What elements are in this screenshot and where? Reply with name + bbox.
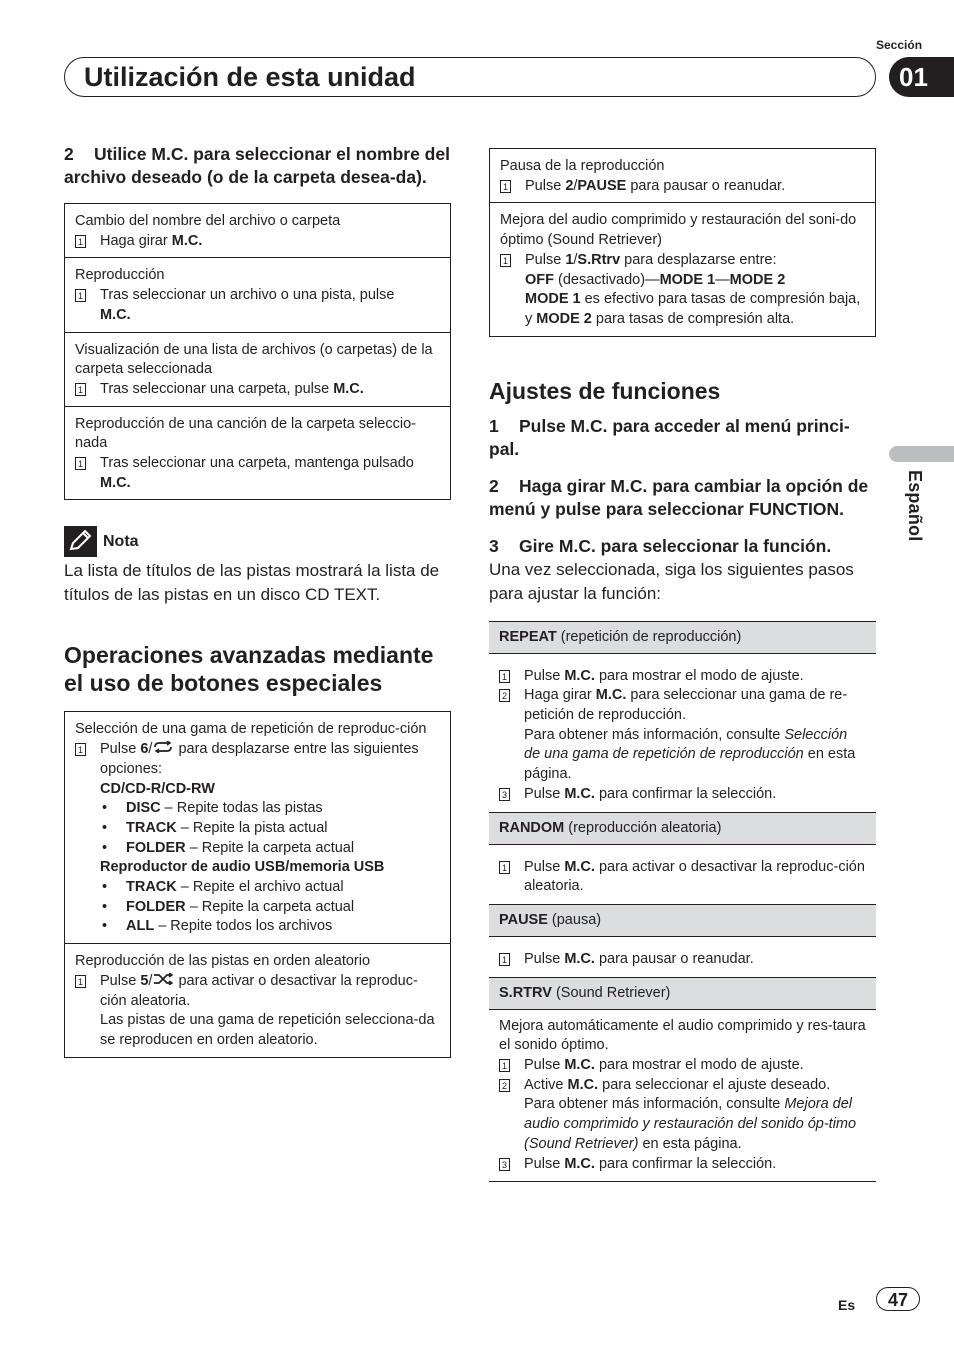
srtrv-band — [489, 977, 876, 1010]
step-num-box: 1 — [75, 975, 86, 988]
repeat-icon — [152, 741, 174, 757]
table-row — [65, 943, 450, 1057]
item-text: – Repite todas las pistas — [160, 800, 323, 817]
left-column — [64, 143, 451, 1058]
item-text: para tasas de compresión alta. — [591, 310, 795, 327]
item-text: / — [573, 177, 578, 194]
item-key: MODE 2 — [729, 271, 786, 288]
step-num-box: 1 — [75, 235, 86, 248]
item-text: Para obtener más información, consulte — [524, 1096, 785, 1113]
item-text: Haga girar — [524, 687, 596, 704]
step-number: 2 — [64, 144, 74, 164]
step-num-box: 1 — [75, 289, 86, 302]
item-text: Pulse — [524, 667, 565, 684]
list-item — [499, 667, 866, 687]
item-text: para mostrar el modo de ajuste. — [594, 667, 804, 684]
step-number: 3 — [489, 535, 499, 556]
shuffle-icon — [152, 973, 174, 989]
step-number: 1 — [489, 415, 499, 436]
language-tab — [889, 446, 954, 462]
item-text: para seleccionar el ajuste deseado. — [598, 1076, 831, 1093]
list-item — [499, 785, 866, 805]
cross-reference: Selección de una gama de repetición de reproducción — [524, 726, 848, 763]
table-row — [490, 202, 875, 335]
item-text: para pausar o reanudar. — [594, 950, 754, 967]
list-item — [499, 686, 866, 725]
note-label: Nota — [103, 532, 139, 550]
item-note: Las pistas de una gama de repetición selecciona-da se reproducen en orden aleatorio. — [100, 1012, 435, 1048]
item-key: M.C. — [564, 1155, 595, 1172]
item-text: Pulse — [524, 785, 565, 802]
item-text: para activar o desactivar la reproduc-ción aleatoria. — [524, 858, 865, 895]
item-text: para confirmar la selección. — [594, 1155, 777, 1172]
table-row — [65, 204, 450, 257]
cross-reference: Mejora del audio comprimido y restauración del sonido óp-timo (Sound Retriever) — [524, 1096, 857, 1152]
list-item — [499, 1056, 866, 1076]
item-text: para desplazarse entre las siguientes opciones: — [100, 741, 419, 777]
item-key: M.C. — [595, 687, 627, 704]
item-key: 1 — [565, 251, 574, 268]
srtrv-description: Mejora automáticamente el audio comprimido y res-taura el sonido óptimo. — [499, 1017, 866, 1054]
step-1-main-menu — [489, 415, 876, 461]
item-text: para pausar o reanudar. — [626, 177, 786, 194]
step-number: 2 — [489, 475, 499, 496]
random-band — [489, 812, 876, 845]
item-key: 5 — [140, 972, 149, 989]
item-key: M.C. — [100, 306, 131, 323]
step-num-box: 1 — [499, 953, 510, 966]
mode-description — [500, 290, 865, 329]
item-key: M.C. — [100, 474, 131, 491]
row-title: Reproducción de una canción de la carpeta seleccio-nada — [75, 415, 416, 452]
item-text: Pulse — [524, 1155, 565, 1172]
section-label: Sección — [876, 38, 923, 52]
row-title: Reproducción — [75, 267, 165, 284]
table-row — [65, 257, 450, 331]
row-title: Mejora del audio comprimido y restauración del soni-do óptimo (Sound Retriever) — [500, 212, 857, 249]
item-text: – Repite el archivo actual — [176, 879, 344, 896]
item-text: para mostrar el modo de ajuste. — [594, 1057, 804, 1074]
item-text: es efectivo para tasas de compresión baja, y — [525, 291, 861, 327]
repeat-band — [489, 621, 876, 654]
list-item — [75, 380, 440, 400]
row-title: Cambio del nombre del archivo o carpeta — [75, 213, 341, 229]
step-text: Pulse M.C. para acceder al menú princi-pal. — [489, 415, 850, 459]
item-text: – Repite todos los archivos — [154, 918, 333, 935]
step-num-box: 1 — [75, 383, 86, 396]
item-text: Active — [524, 1076, 568, 1093]
item-key: MODE 2 — [536, 310, 592, 327]
list-item — [75, 454, 440, 493]
cd-heading: CD/CD-R/CD-RW — [100, 780, 215, 797]
item-text: Tras seleccionar una carpeta, pulse — [100, 380, 334, 397]
list-item — [75, 740, 440, 779]
item-key: FOLDER — [126, 898, 186, 915]
item-text: – Repite la carpeta actual — [185, 898, 355, 915]
pause-sound-table — [489, 148, 876, 337]
item-text: en esta página. — [524, 746, 856, 783]
list-item — [75, 286, 440, 325]
step-num-box: 1 — [499, 1059, 510, 1072]
function-desc: (pausa) — [547, 911, 602, 928]
item-text: para desplazarse entre: — [620, 251, 777, 268]
step-num-box: 3 — [499, 788, 510, 801]
item-key: M.C. — [564, 858, 595, 875]
item-text: / — [148, 741, 153, 758]
item-text: (desactivado)— — [554, 271, 660, 288]
item-key: M.C. — [564, 1057, 595, 1074]
item-text: en esta página. — [638, 1135, 742, 1152]
item-key: MODE 1 — [659, 271, 716, 288]
step-text: Utilice M.C. para seleccionar el nombre del archivo deseado (o de la carpeta desea-da). — [64, 144, 450, 187]
pencil-note-icon — [64, 526, 97, 557]
function-name: RANDOM — [499, 819, 565, 836]
function-name: S.RTRV — [499, 984, 552, 1001]
language-label: Español — [905, 470, 925, 542]
item-key: M.C. — [564, 950, 595, 967]
pause-steps — [489, 937, 876, 977]
table-row — [65, 406, 450, 500]
list-item — [75, 972, 440, 1011]
item-text: — — [715, 271, 730, 288]
function-desc: (reproducción aleatoria) — [564, 819, 722, 836]
footer-language-code: Es — [838, 1297, 856, 1313]
item-key: OFF — [525, 271, 554, 288]
item-text: – Repite la carpeta actual — [185, 839, 355, 856]
step-2-function — [489, 475, 876, 521]
item-key: M.C. — [333, 380, 364, 397]
item-text: Para obtener más información, consulte — [524, 726, 785, 743]
item-text: Haga girar — [100, 232, 172, 249]
special-buttons-table — [64, 711, 451, 1057]
usb-heading: Reproductor de audio USB/memoria USB — [100, 859, 385, 876]
table-row — [65, 332, 450, 406]
list-item — [75, 799, 440, 819]
functions-list — [489, 621, 876, 1183]
step-num-box: 1 — [500, 180, 511, 193]
repeat-steps — [489, 654, 876, 812]
item-text: Tras seleccionar un archivo o una pista, pulse — [100, 287, 395, 304]
table-row — [490, 149, 875, 202]
list-item — [500, 177, 865, 197]
item-key: FOLDER — [126, 839, 186, 856]
item-text: para seleccionar una gama de re-petición de reproducción. — [524, 687, 848, 724]
item-key: TRACK — [126, 879, 177, 896]
step-num-box: 1 — [500, 254, 511, 267]
list-item — [75, 839, 440, 859]
list-item — [75, 819, 440, 839]
item-text: – Repite la pista actual — [176, 819, 328, 836]
list-item — [75, 878, 440, 898]
item-text: Tras seleccionar una carpeta, mantenga pulsado — [100, 455, 414, 472]
row-title: Selección de una gama de repetición de reproduc-ción — [75, 721, 427, 738]
list-item — [75, 232, 440, 252]
item-key: MODE 1 — [525, 291, 581, 308]
item-text: / — [148, 972, 153, 989]
step-num-box: 1 — [499, 670, 510, 683]
step-num-box: 2 — [499, 1079, 510, 1092]
mode-sequence — [500, 271, 865, 291]
right-column — [489, 148, 876, 1182]
step-num-box: 1 — [75, 457, 86, 470]
ops-heading: Operaciones avanzadas mediante el uso de botones especiales — [64, 642, 434, 697]
list-item — [75, 898, 440, 918]
file-operations-table — [64, 203, 451, 500]
item-text: Pulse — [100, 972, 141, 989]
item-text: / — [573, 251, 578, 268]
step-text: Gire M.C. para seleccionar la función. — [519, 535, 832, 556]
item-key: S.Rtrv — [577, 251, 621, 268]
row-title: Pausa de la reproducción — [500, 158, 665, 174]
item-key: 2 — [565, 177, 574, 194]
list-item — [499, 950, 866, 970]
section-number-badge: 01 — [889, 57, 954, 97]
item-text: para confirmar la selección. — [594, 785, 777, 802]
step-num-box: 3 — [499, 1158, 510, 1171]
step-3-select-function — [489, 535, 876, 558]
item-text: Pulse — [524, 1057, 565, 1074]
row-title: Reproducción de las pistas en orden aleatorio — [75, 953, 371, 970]
item-key: TRACK — [126, 819, 177, 836]
item-key: DISC — [126, 800, 161, 817]
pause-band — [489, 904, 876, 937]
list-item — [499, 858, 866, 897]
step-num-box: 1 — [499, 861, 510, 874]
ajustes-heading: Ajustes de funciones — [489, 377, 721, 404]
item-key: M.C. — [567, 1076, 599, 1093]
note-block — [64, 526, 451, 607]
function-desc: (repetición de reproducción) — [556, 628, 742, 645]
table-row — [65, 712, 450, 943]
item-text: Pulse — [524, 950, 565, 967]
function-desc: (Sound Retriever) — [551, 984, 671, 1001]
srtrv-steps — [489, 1010, 876, 1183]
list-item — [75, 917, 440, 937]
random-steps — [489, 845, 876, 904]
function-name: PAUSE — [499, 911, 548, 928]
page-number: 47 — [876, 1287, 920, 1311]
step-text: Haga girar M.C. para cambiar la opción de menú y pulse para seleccionar FUNCTION. — [489, 475, 869, 519]
list-item — [499, 1076, 866, 1096]
item-text: Pulse — [525, 251, 566, 268]
item-key: M.C. — [564, 785, 595, 802]
step-num-box: 1 — [75, 743, 86, 756]
item-text: Pulse — [524, 858, 565, 875]
list-item — [500, 251, 865, 271]
item-key: M.C. — [564, 667, 595, 684]
item-note — [499, 726, 866, 785]
item-text: para activar o desactivar la reproduc-ción aleatoria. — [100, 972, 418, 1009]
item-text: Pulse — [525, 177, 566, 194]
row-title: Visualización de una lista de archivos (o carpetas) de la carpeta seleccionada — [75, 341, 433, 378]
function-name: REPEAT — [499, 628, 557, 645]
item-key: PAUSE — [577, 177, 627, 194]
item-key: ALL — [126, 918, 155, 935]
step-3-description: Una vez seleccionada, siga los siguientes pasos para ajustar la función: — [489, 559, 854, 603]
list-item — [499, 1155, 866, 1175]
step-2-select-file — [64, 143, 451, 189]
item-key: 6 — [140, 741, 149, 758]
item-text: Pulse — [100, 741, 141, 758]
step-num-box: 2 — [499, 689, 510, 702]
item-key: M.C. — [171, 232, 203, 249]
item-note — [499, 1095, 866, 1154]
note-text: La lista de títulos de las pistas mostrará la lista de títulos de las pistas en un disco CD TEXT. — [64, 561, 440, 605]
page-title: Utilización de esta unidad — [84, 62, 416, 92]
